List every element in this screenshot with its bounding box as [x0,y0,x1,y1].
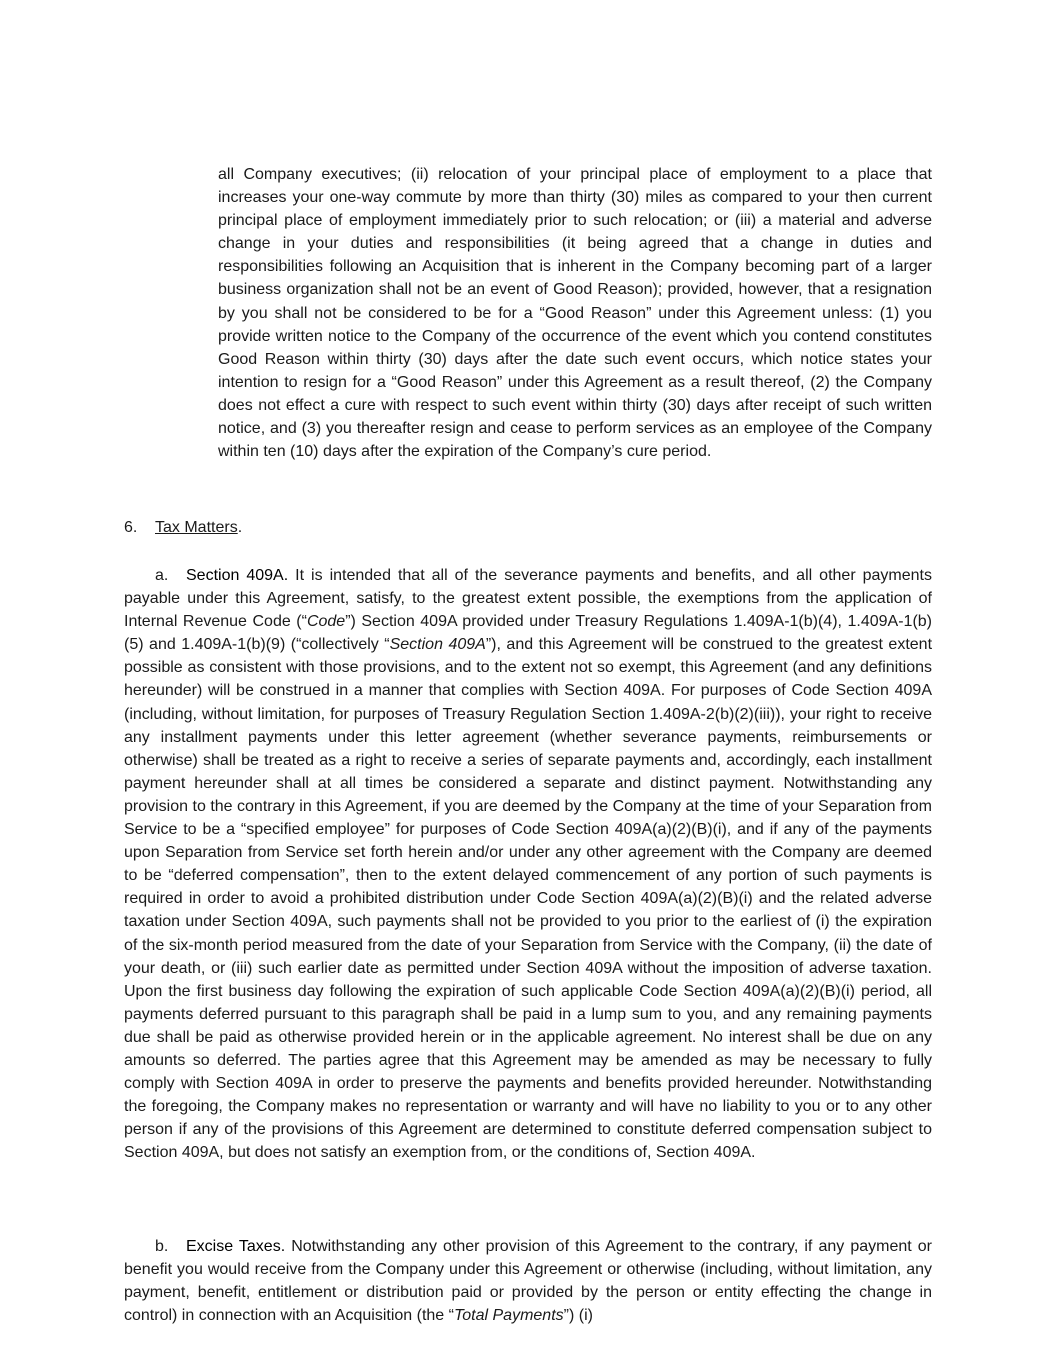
section-title-suffix: . [237,519,243,536]
subsection-b-text-2: ”) (i) [563,1307,593,1325]
defined-term-total-payments: Total Payments [453,1307,564,1325]
subsection-b-paragraph [124,1235,932,1327]
subsection-b-label [124,1238,285,1255]
subsection-a-label [124,567,288,584]
defined-term-code: Code [306,613,346,631]
subsection-b-heading: Excise Taxes. [186,1238,286,1255]
subsection-b-letter: b. [155,1238,169,1255]
defined-term-section-409a: Section 409A [389,636,486,654]
continuation-paragraph: all Company executives; (ii) relocation of your principal place of employment to a place that increases your one-way commute by more than thirty (30) miles as compared to your then current principal place of employment immediately prior to such relocation; or (iii) a material and adverse change in your duties and responsibilities (it being agreed that a change in duties and responsibilities following an Acquisition that is inherent in the Company becoming part of a larger business organization shall not be an event of Good Reason); provided, however, that a resignation by you shall not be considered to be for a “Good Reason” under this Agreement unless: (1) you provide written notice to the Company of the occurrence of the event which you contend constitutes Good Reason within thirty (30) days after the date such event occurs, which notice states your intention to resign for a “Good Reason” under this Agreement as a result thereof, (2) the Company does not effect a cure with respect to such event within thirty (30) days after receipt of such written notice, and (3) you thereafter resign and cease to perform services as an employee of the Company within ten (10) days after the expiration of the Company’s cure period. [218,166,932,461]
section-heading [124,516,524,539]
subsection-a-text-3: ”), and this Agreement will be construed to the greatest extent possible as consistent with those provisions, and to the extent not so exempt, this Agreement (and any definitions hereunder) will be construed in a manner that complies with Section 409A. For purposes of Code Section 409A (including, without limitation, for purposes of Treasury Regulation Section 1.409A-2(b)(2)(iii)), your right to receive any installment payments under this letter agreement (whether severance payments, reimbursements or otherwise) shall be treated as a right to receive a series of separate payments and, accordingly, each installment payment hereunder shall at all times be considered a separate and distinct payment. Notwithstanding any provision to the contrary in this Agreement, if you are deemed by the Company at the time of your Separation from Service to be a “specified employee” for purposes of Code Section 409A(a)(2)(B)(i), and if any of the payments upon Separation from Service set forth herein and/or under any other agreement with the Company are deemed to be “deferred compensation”, then to the extent delayed commencement of any portion of such payments is required in order to avoid a prohibited distribution under Code Section 409A(a)(2)(B)(i) and the related adverse taxation under Section 409A, such payments shall not be provided to you prior to the earliest of (i) the expiration of the six-month period measured from the date of your Separation from Service with the Company, (ii) the date of your death, or (iii) such earlier date as permitted under Section 409A without the imposition of adverse taxation. Upon the first business day following the expiration of such applicable Code Section 409A(a)(2)(B)(i) period, all payments deferred pursuant to this paragraph shall be paid in a lump sum to you, and any remaining payments due shall be paid as otherwise provided herein or in the applicable agreement. No interest shall be due on any amounts so deferred. The parties agree that this Agreement may be amended as may be necessary to fully comply with Section 409A in order to preserve the payments and benefits provided hereunder. Notwithstanding the foregoing, the Company makes no representation or warranty and will have no liability to you or to any other person if any of the provisions of this Agreement are determined to constitute deferred compensation subject to Section 409A, but does not satisfy an exemption from, or the conditions of, Section 409A. [124,636,933,1162]
subsection-a-text-1: It is intended that all of the severance payments and benefits, and all other payments payable under this Agreement, satisfy, to the greatest extent possible, the exemptions from the application of Internal Revenue Code (“ [124,567,933,631]
subsection-b-text-1: Notwithstanding any other provision of this Agreement to the contrary, if any payment or benefit you would receive from the Company under this Agreement or otherwise (including, without limitation, any payment, benefit, entitlement or distribution paid or provided by the person or entity effecting the change in control) in connection with an Acquisition (the “ [124,1238,932,1325]
subsection-a-text-2: ”) Section 409A provided under Treasury Regulations 1.409A-1(b)(4), 1.409A-1(b)(5) and 1.409A-1(b)(9) (“collectively “ [124,613,933,654]
subsection-a-heading: Section 409A. [186,567,289,584]
section-title: Tax Matters [155,519,238,536]
subsection-a-letter: a. [155,567,169,584]
section-number: 6. [124,519,138,536]
subsection-a-paragraph [124,564,932,1164]
